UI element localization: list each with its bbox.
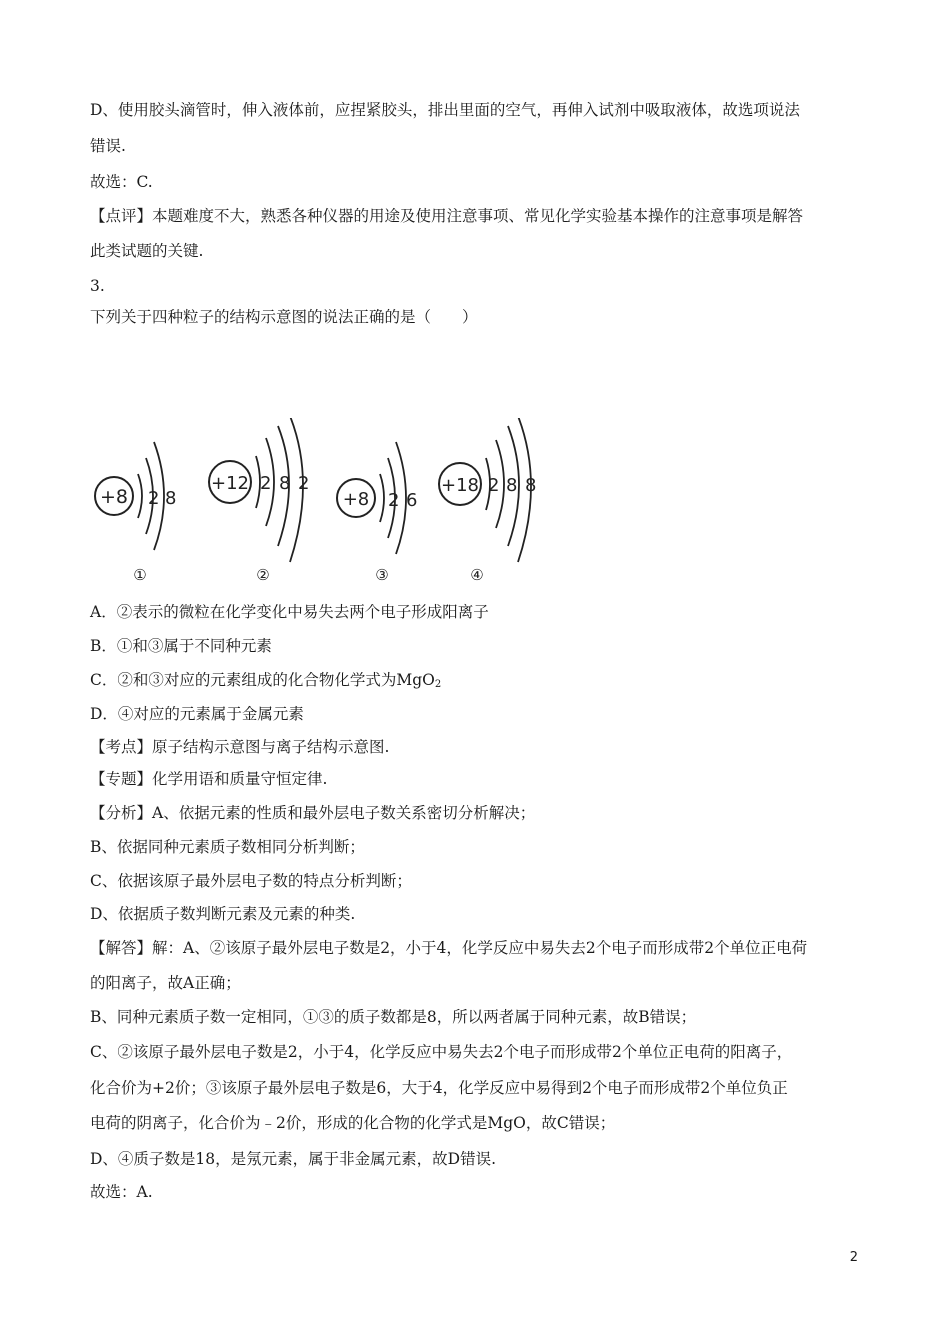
shell-count: 8 xyxy=(279,473,291,494)
option-d: D．④对应的元素属于金属元素 xyxy=(90,705,304,723)
shell-count: 8 xyxy=(525,475,537,496)
answer-line: 【解答】解：A、②该原子最外层电子数是2，小于4，化学反应中易失去2个电子而形成带2个单位正电荷 xyxy=(90,939,808,957)
answer-line: 故选：A. xyxy=(90,1183,153,1201)
answer-line: 的阳离子，故A正确； xyxy=(90,974,241,992)
atom-2 xyxy=(209,418,309,584)
nucleus-label: +12 xyxy=(211,473,249,494)
comment-line: 【点评】本题难度不大，熟悉各种仪器的用途及使用注意事项、常见化学实验基本操作的注意事项是解答 xyxy=(90,207,804,225)
option-c-subscript: 2 xyxy=(434,679,442,690)
nucleus-label: +8 xyxy=(99,486,129,508)
answer-line: 化合价为+2价；③该原子最外层电子数是6，大于4，化学反应中易得到2个电子而形成带2个单位负正 xyxy=(90,1079,788,1097)
option-c xyxy=(90,670,870,695)
text-line: D、使用胶头滴管时，伸入液体前，应捏紧胶头，排出里面的空气，再伸入试剂中吸取液体，故选项说法 xyxy=(90,101,800,119)
analysis-line: D、依据质子数判断元素及元素的种类. xyxy=(90,905,356,923)
analysis-line: C、依据该原子最外层电子数的特点分析判断； xyxy=(90,872,412,890)
option-b: B．①和③属于不同种元素 xyxy=(90,637,272,655)
analysis-line: 【分析】A、依据元素的性质和最外层电子数关系密切分析解决； xyxy=(90,804,536,822)
atom-label: ① xyxy=(133,566,147,584)
atom-label: ④ xyxy=(470,566,484,584)
atom-label: ③ xyxy=(375,566,389,584)
shell-count: 2 xyxy=(488,475,500,496)
nucleus-label: +8 xyxy=(342,489,370,510)
shell-count: 2 xyxy=(260,473,272,494)
shell-count: 8 xyxy=(506,475,518,496)
shell-count: 2 xyxy=(388,490,400,511)
atom-label: ② xyxy=(256,566,270,584)
option-a: A．②表示的微粒在化学变化中易失去两个电子形成阳离子 xyxy=(90,603,489,621)
analysis-line: B、依据同种元素质子数相同分析判断； xyxy=(90,838,365,856)
answer-line: B、同种元素质子数一定相同，①③的质子数都是8，所以两者属于同种元素，故B错误； xyxy=(90,1008,697,1026)
text-line: 此类试题的关键. xyxy=(90,242,204,260)
shell-count: 6 xyxy=(406,490,418,511)
shell-count: 2 xyxy=(148,488,160,509)
atom-3 xyxy=(337,442,417,584)
option-c-text: C．②和③对应的元素组成的化合物化学式为MgO xyxy=(90,671,435,689)
question-stem: 下列关于四种粒子的结构示意图的说法正确的是（ ） xyxy=(90,308,478,326)
shell-count: 2 xyxy=(298,473,310,494)
nucleus-label: +18 xyxy=(441,475,479,496)
text-line: 故选：C. xyxy=(90,173,153,191)
answer-line: D、④质子数是18，是氖元素，属于非金属元素，故D错误. xyxy=(90,1150,497,1168)
analysis-line: 【专题】化学用语和质量守恒定律. xyxy=(90,770,328,788)
atom-structure-diagram xyxy=(88,418,548,590)
page-number: 2 xyxy=(849,1250,858,1265)
analysis-line: 【考点】原子结构示意图与离子结构示意图. xyxy=(90,738,390,756)
answer-line: C、②该原子最外层电子数是2，小于4，化学反应中易失去2个电子而形成带2个单位正电荷的阳离子， xyxy=(90,1043,793,1061)
shell-count: 8 xyxy=(165,488,177,509)
answer-line: 电荷的阴离子，化合价为﹣2价，形成的化合物的化学式是MgO，故C错误； xyxy=(90,1114,616,1132)
question-number: 3. xyxy=(90,277,105,295)
atom-1 xyxy=(95,442,176,584)
atom-4 xyxy=(439,418,536,584)
text-line: 错误. xyxy=(90,137,126,155)
